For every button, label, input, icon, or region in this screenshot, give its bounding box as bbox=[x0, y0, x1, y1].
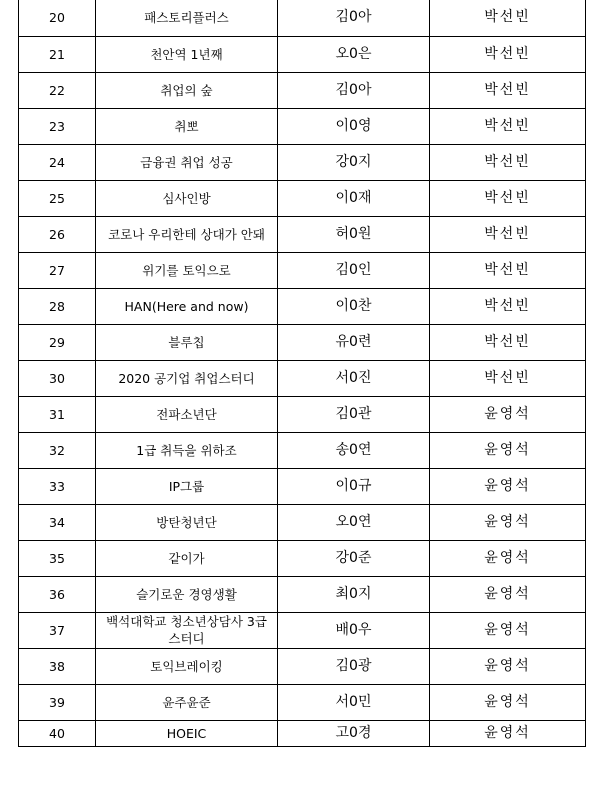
cell-leader: 김0아 bbox=[278, 72, 430, 108]
cell-leader: 서0민 bbox=[278, 684, 430, 720]
study-group-table bbox=[18, 0, 586, 747]
table-row bbox=[19, 36, 586, 72]
table-row bbox=[19, 468, 586, 504]
table-row bbox=[19, 720, 586, 746]
table-row bbox=[19, 108, 586, 144]
table-row bbox=[19, 216, 586, 252]
cell-manager: 윤영석 bbox=[430, 576, 586, 612]
cell-manager: 윤영석 bbox=[430, 684, 586, 720]
cell-leader: 서0진 bbox=[278, 360, 430, 396]
cell-name: 블루칩 bbox=[96, 324, 278, 360]
cell-manager: 박선빈 bbox=[430, 360, 586, 396]
cell-manager: 박선빈 bbox=[430, 288, 586, 324]
cell-no: 26 bbox=[19, 216, 96, 252]
cell-leader: 이0찬 bbox=[278, 288, 430, 324]
cell-manager: 박선빈 bbox=[430, 144, 586, 180]
cell-manager: 박선빈 bbox=[430, 252, 586, 288]
cell-leader: 강0지 bbox=[278, 144, 430, 180]
cell-no: 28 bbox=[19, 288, 96, 324]
cell-name: 2020 공기업 취업스터디 bbox=[96, 360, 278, 396]
cell-manager: 윤영석 bbox=[430, 468, 586, 504]
cell-leader: 고0경 bbox=[278, 720, 430, 746]
cell-no: 37 bbox=[19, 612, 96, 648]
cell-manager: 박선빈 bbox=[430, 72, 586, 108]
cell-manager: 박선빈 bbox=[430, 108, 586, 144]
cell-no: 35 bbox=[19, 540, 96, 576]
cell-name: 코로나 우리한테 상대가 안돼 bbox=[96, 216, 278, 252]
cell-manager: 윤영석 bbox=[430, 720, 586, 746]
cell-name: HOEIC bbox=[96, 720, 278, 746]
table-row bbox=[19, 504, 586, 540]
cell-name: 위기를 토익으로 bbox=[96, 252, 278, 288]
cell-no: 22 bbox=[19, 72, 96, 108]
cell-leader: 김0아 bbox=[278, 0, 430, 36]
cell-name: IP그룹 bbox=[96, 468, 278, 504]
cell-leader: 최0지 bbox=[278, 576, 430, 612]
cell-no: 40 bbox=[19, 720, 96, 746]
cell-leader: 오0연 bbox=[278, 504, 430, 540]
cell-manager: 박선빈 bbox=[430, 0, 586, 36]
cell-no: 29 bbox=[19, 324, 96, 360]
cell-no: 31 bbox=[19, 396, 96, 432]
cell-name: 취업의 숲 bbox=[96, 72, 278, 108]
cell-name: 천안역 1년째 bbox=[96, 36, 278, 72]
cell-no: 33 bbox=[19, 468, 96, 504]
cell-name: 같이가 bbox=[96, 540, 278, 576]
cell-name: 슬기로운 경영생활 bbox=[96, 576, 278, 612]
cell-leader: 송0연 bbox=[278, 432, 430, 468]
table-row bbox=[19, 396, 586, 432]
cell-no: 38 bbox=[19, 648, 96, 684]
cell-name: 백석대학교 청소년상담사 3급 스터디 bbox=[96, 612, 278, 648]
table-row bbox=[19, 360, 586, 396]
table-row bbox=[19, 180, 586, 216]
cell-leader: 이0영 bbox=[278, 108, 430, 144]
cell-leader: 이0규 bbox=[278, 468, 430, 504]
cell-leader: 김0광 bbox=[278, 648, 430, 684]
cell-manager: 박선빈 bbox=[430, 36, 586, 72]
cell-name: 패스토리플러스 bbox=[96, 0, 278, 36]
cell-manager: 윤영석 bbox=[430, 396, 586, 432]
cell-name: HAN(Here and now) bbox=[96, 288, 278, 324]
table-row bbox=[19, 684, 586, 720]
cell-name: 1급 취득을 위하조 bbox=[96, 432, 278, 468]
table-row bbox=[19, 540, 586, 576]
table-row bbox=[19, 72, 586, 108]
cell-no: 34 bbox=[19, 504, 96, 540]
cell-name: 금융권 취업 성공 bbox=[96, 144, 278, 180]
cell-no: 27 bbox=[19, 252, 96, 288]
cell-manager: 윤영석 bbox=[430, 648, 586, 684]
cell-leader: 강0준 bbox=[278, 540, 430, 576]
cell-manager: 박선빈 bbox=[430, 216, 586, 252]
cell-no: 24 bbox=[19, 144, 96, 180]
cell-no: 36 bbox=[19, 576, 96, 612]
table-row bbox=[19, 0, 586, 36]
table-row bbox=[19, 324, 586, 360]
cell-manager: 박선빈 bbox=[430, 180, 586, 216]
cell-name: 방탄청년단 bbox=[96, 504, 278, 540]
cell-no: 25 bbox=[19, 180, 96, 216]
cell-name: 윤주윤준 bbox=[96, 684, 278, 720]
table-row bbox=[19, 612, 586, 648]
cell-manager: 윤영석 bbox=[430, 432, 586, 468]
cell-no: 30 bbox=[19, 360, 96, 396]
cell-manager: 윤영석 bbox=[430, 540, 586, 576]
cell-leader: 오0은 bbox=[278, 36, 430, 72]
cell-leader: 허0원 bbox=[278, 216, 430, 252]
cell-name: 취뽀 bbox=[96, 108, 278, 144]
cell-leader: 유0련 bbox=[278, 324, 430, 360]
cell-name: 전파소년단 bbox=[96, 396, 278, 432]
cell-manager: 윤영석 bbox=[430, 504, 586, 540]
cell-no: 23 bbox=[19, 108, 96, 144]
cell-name: 심사인방 bbox=[96, 180, 278, 216]
cell-manager: 윤영석 bbox=[430, 612, 586, 648]
table-row bbox=[19, 576, 586, 612]
table-row bbox=[19, 144, 586, 180]
cell-no: 32 bbox=[19, 432, 96, 468]
table-row bbox=[19, 252, 586, 288]
cell-name: 토익브레이킹 bbox=[96, 648, 278, 684]
table-row bbox=[19, 648, 586, 684]
cell-no: 20 bbox=[19, 0, 96, 36]
cell-leader: 배0우 bbox=[278, 612, 430, 648]
cell-leader: 김0인 bbox=[278, 252, 430, 288]
cell-leader: 김0관 bbox=[278, 396, 430, 432]
table-row bbox=[19, 288, 586, 324]
table-body bbox=[19, 0, 586, 746]
table-row bbox=[19, 432, 586, 468]
cell-no: 21 bbox=[19, 36, 96, 72]
cell-manager: 박선빈 bbox=[430, 324, 586, 360]
cell-leader: 이0재 bbox=[278, 180, 430, 216]
cell-no: 39 bbox=[19, 684, 96, 720]
